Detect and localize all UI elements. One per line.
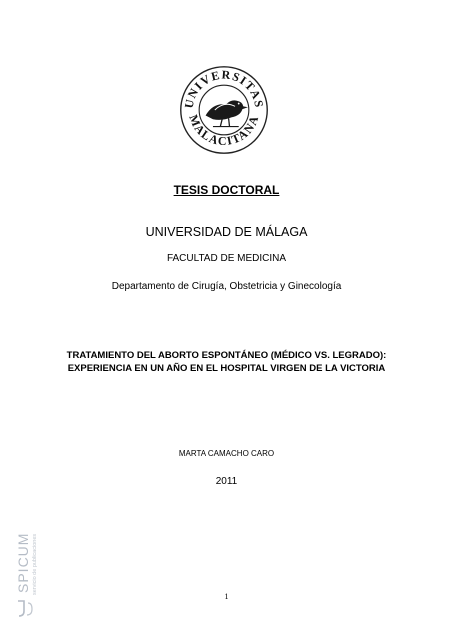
spicum-watermark (4, 505, 44, 620)
watermark-brand: SPICUM (15, 532, 31, 593)
faculty-name: FACULTAD DE MEDICINA (166, 253, 287, 264)
publication-year: 2011 (215, 476, 238, 487)
thesis-heading: TESIS DOCTORAL (173, 183, 280, 197)
seal-text-top: UNIVERSITAS (181, 67, 267, 110)
author-name: MARTA CAMACHO CARO (178, 449, 275, 458)
thesis-title (0, 349, 453, 375)
watermark-subtitle: servicio de publicaciones (32, 533, 38, 595)
university-seal (178, 64, 270, 156)
bird-emblem-icon (206, 100, 248, 126)
page-number: 1 (224, 592, 229, 601)
publisher-logo-icon (18, 601, 32, 616)
thesis-title-line-1: TRATAMIENTO DEL ABORTO ESPONTÁNEO (MÉDICO VS. LEGRADO): (66, 350, 387, 361)
university-name: UNIVERSIDAD DE MÁLAGA (145, 225, 308, 239)
seal-text-bottom: MALACITANA (186, 112, 262, 149)
department-name: Departamento de Cirugía, Obstetricia y Ginecología (111, 281, 342, 292)
thesis-title-line-2: EXPERIENCIA EN UN AÑO EN EL HOSPITAL VIRGEN DE LA VICTORIA (67, 363, 386, 374)
